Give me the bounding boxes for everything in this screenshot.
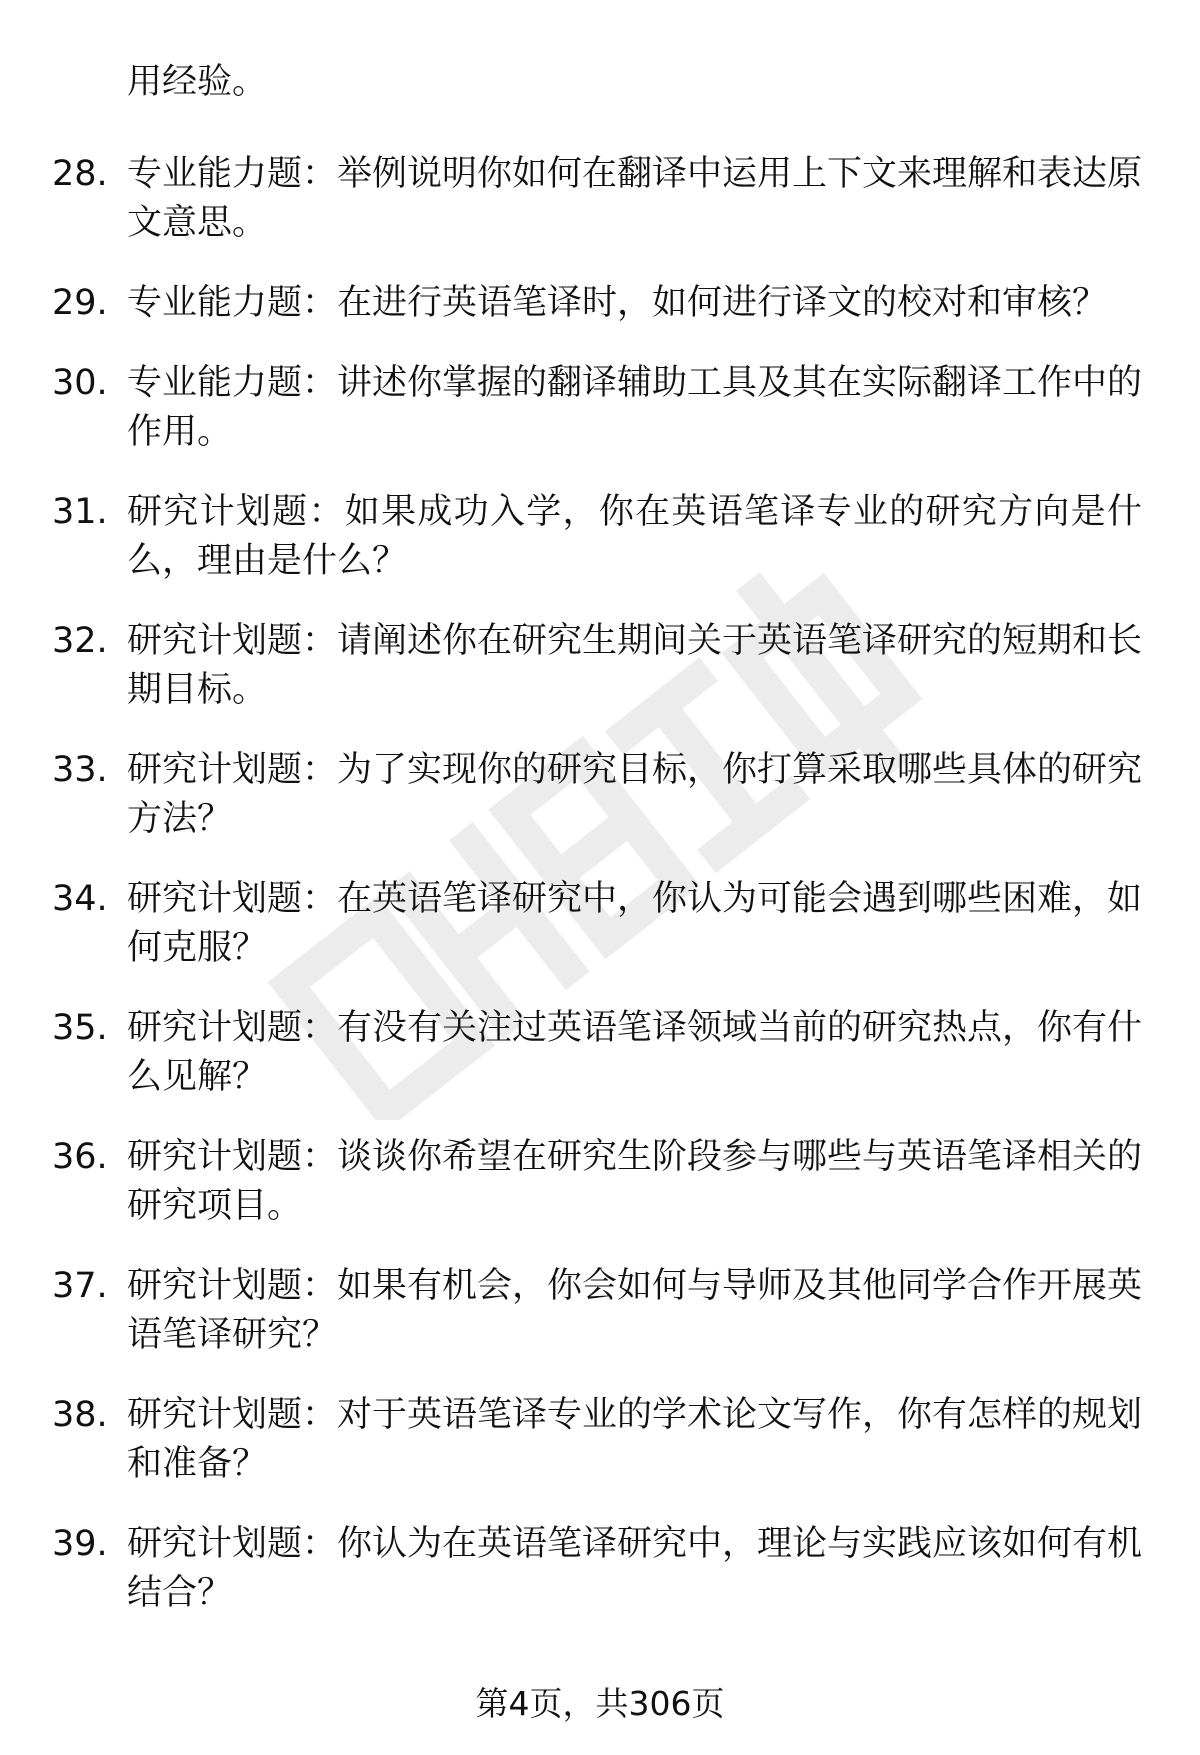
page-footer: 第4页，共306页 (475, 1684, 725, 1723)
question-number: 29. (52, 283, 108, 323)
question-number: 37. (52, 1266, 108, 1306)
question-number: 38. (52, 1395, 108, 1435)
list-item (52, 1004, 1142, 1102)
list-item (52, 488, 1142, 586)
question-text: 研究计划题：如果有机会，你会如何与导师及其他同学合作开展英语笔译研究？ (127, 1266, 1143, 1355)
list-item (52, 359, 1142, 457)
question-list (52, 150, 1142, 1649)
continuation-text: 用经验。 (127, 62, 268, 102)
question-number: 34. (52, 879, 108, 919)
question-text: 研究计划题：请阐述你在研究生期间关于英语笔译研究的短期和长期目标。 (127, 621, 1143, 710)
list-item (52, 1262, 1142, 1360)
question-number: 33. (52, 750, 108, 790)
list-item (52, 1133, 1142, 1231)
question-text: 专业能力题：举例说明你如何在翻译中运用上下文来理解和表达原文意思。 (127, 154, 1143, 243)
list-item (52, 1520, 1142, 1618)
question-number: 28. (52, 154, 108, 194)
question-number: 36. (52, 1137, 108, 1177)
question-text: 研究计划题：在英语笔译研究中，你认为可能会遇到哪些困难，如何克服？ (127, 879, 1143, 968)
question-number: 31. (52, 492, 108, 532)
list-item (52, 1391, 1142, 1489)
question-text: 研究计划题：有没有关注过英语笔译领域当前的研究热点，你有什么见解？ (127, 1008, 1143, 1097)
question-text: 专业能力题：讲述你掌握的翻译辅助工具及其在实际翻译工作中的作用。 (127, 363, 1143, 452)
list-item (52, 150, 1142, 248)
question-number: 32. (52, 621, 108, 661)
list-item (52, 617, 1142, 715)
question-text: 研究计划题：如果成功入学，你在英语笔译专业的研究方向是什么，理由是什么？ (127, 492, 1142, 581)
list-item (52, 279, 1142, 328)
question-number: 39. (52, 1524, 108, 1564)
question-text: 专业能力题：在进行英语笔译时，如何进行译文的校对和审核？ (127, 283, 1108, 323)
list-item (52, 875, 1142, 973)
question-number: 35. (52, 1008, 108, 1048)
question-text: 研究计划题：对于英语笔译专业的学术论文写作，你有怎样的规划和准备？ (127, 1395, 1143, 1484)
list-item (52, 746, 1142, 844)
question-text: 研究计划题：为了实现你的研究目标，你打算采取哪些具体的研究方法？ (127, 750, 1143, 839)
question-text: 研究计划题：谈谈你希望在研究生阶段参与哪些与英语笔译相关的研究项目。 (127, 1137, 1143, 1226)
question-text: 研究计划题：你认为在英语笔译研究中，理论与实践应该如何有机结合？ (127, 1524, 1143, 1613)
question-number: 30. (52, 363, 108, 403)
